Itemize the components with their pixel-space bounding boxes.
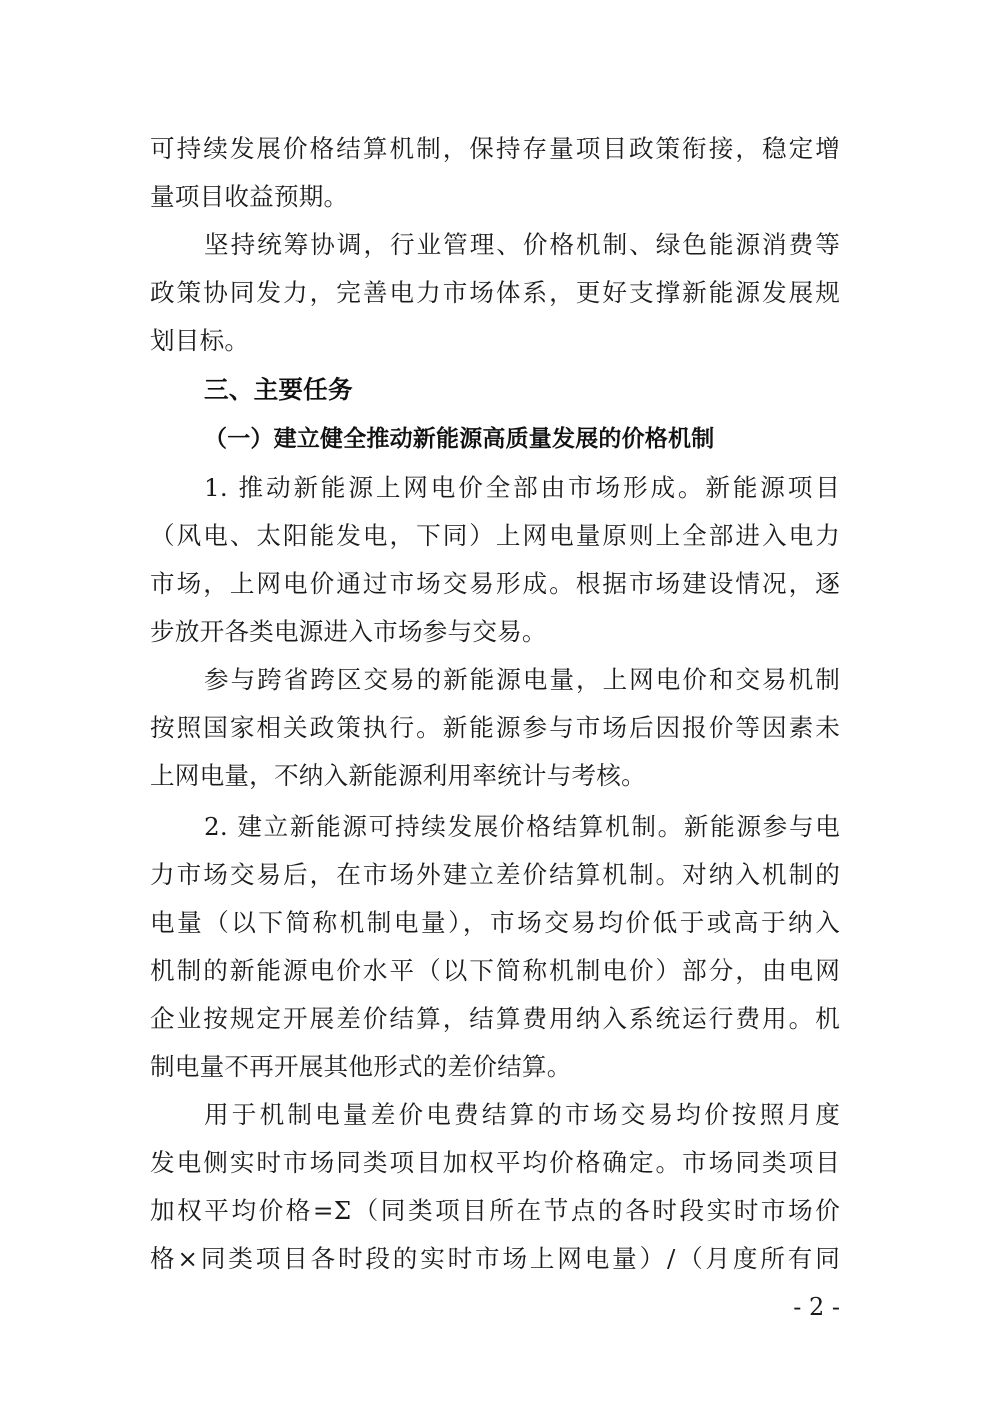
body-text-line: 加权平均价格=Σ（同类项目所在节点的各时段实时市场价 [150, 1196, 840, 1225]
body-text-line: 格×同类项目各时段的实时市场上网电量）/（月度所有同 [150, 1244, 840, 1273]
body-text-line: 划目标。 [150, 326, 250, 355]
body-text-line: 上网电量，不纳入新能源利用率统计与考核。 [150, 761, 646, 790]
body-text-line: 制电量不再开展其他形式的差价结算。 [150, 1052, 572, 1081]
body-text-line: 电量（以下简称机制电量），市场交易均价低于或高于纳入 [150, 908, 840, 937]
body-text-line: 政策协同发力，完善电力市场体系，更好支撑新能源发展规 [150, 278, 840, 307]
body-text-line: 1. 推动新能源上网电价全部由市场形成。新能源项目 [204, 473, 840, 502]
body-text-line: 机制的新能源电价水平（以下简称机制电价）部分，由电网 [150, 956, 840, 985]
subsection-heading: （一）建立健全推动新能源高质量发展的价格机制 [204, 426, 715, 452]
body-text-line: 企业按规定开展差价结算，结算费用纳入系统运行费用。机 [150, 1004, 840, 1033]
body-text-line: 步放开各类电源进入市场参与交易。 [150, 617, 547, 646]
section-heading: 三、主要任务 [204, 375, 353, 404]
body-text-line: 按照国家相关政策执行。新能源参与市场后因报价等因素未 [150, 713, 840, 742]
body-text-line: 2. 建立新能源可持续发展价格结算机制。新能源参与电 [204, 812, 840, 841]
body-text-line: 力市场交易后，在市场外建立差价结算机制。对纳入机制的 [150, 860, 840, 889]
body-text-line: 坚持统筹协调，行业管理、价格机制、绿色能源消费等 [204, 230, 840, 259]
body-text-line: 市场，上网电价通过市场交易形成。根据市场建设情况，逐 [150, 569, 840, 598]
body-text-line: 可持续发展价格结算机制，保持存量项目政策衔接，稳定增 [150, 134, 840, 163]
body-text-line: 发电侧实时市场同类项目加权平均价格确定。市场同类项目 [150, 1148, 840, 1177]
body-text-line: 用于机制电量差价电费结算的市场交易均价按照月度 [204, 1100, 840, 1129]
page-number: - 2 - [793, 1293, 840, 1321]
body-text-line: （风电、太阳能发电，下同）上网电量原则上全部进入电力 [150, 521, 840, 550]
body-text-line: 量项目收益预期。 [150, 182, 349, 211]
body-text-line: 参与跨省跨区交易的新能源电量，上网电价和交易机制 [204, 665, 840, 694]
